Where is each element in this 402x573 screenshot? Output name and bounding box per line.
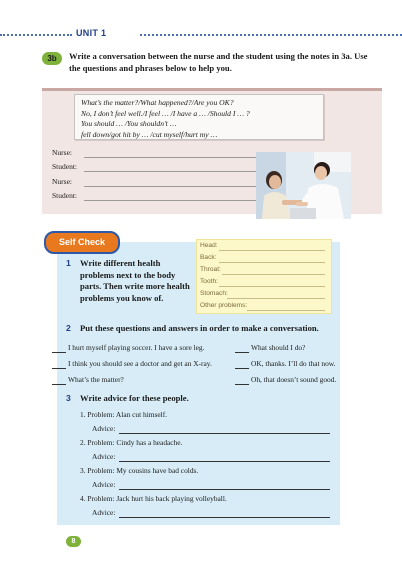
advice-label: Advice: [92,452,116,461]
unit-label: UNIT 1 [76,28,107,38]
question-2-number: 2 [66,323,71,333]
dialog-label-nurse: Nurse: [52,177,72,186]
question-1-number: 1 [66,258,71,268]
advice-answer-line[interactable] [119,517,330,518]
category-back: Back: [200,254,217,261]
conversation-sentence: What should I do? [251,343,306,352]
conversation-sentence: I hurt myself playing soccer. I have a sore leg. [68,343,205,352]
body-parts-notepad [196,239,332,314]
dialog-answer-line[interactable] [84,186,256,187]
order-blank[interactable] [52,352,66,353]
conversation-sentence: I think you should see a doctor and get an X-ray. [68,359,212,368]
advice-label: Advice: [92,480,116,489]
advice-label: Advice: [92,424,116,433]
conversation-sentence: Oh, that doesn’t sound good. [251,375,337,384]
category-answer-line[interactable] [219,262,325,263]
exercise-badge-3b: 3b [42,52,62,65]
exercise-3b-instruction: Write a conversation between the nurse and the student using the notes in 3a. Use the questions and phrases below to help you. [69,51,368,73]
question-3-text: Write advice for these people. [80,393,189,403]
category-answer-line[interactable] [227,298,325,299]
page-number: 8 [66,536,81,547]
dialog-answer-line[interactable] [84,200,256,201]
header-dotted-rule-right [140,34,402,36]
note-line: fell down/got hit by … /cut myself/hurt my … [81,129,218,139]
nurse-student-photo [256,152,351,219]
category-answer-line[interactable] [247,310,325,311]
header-dotted-rule-left [0,34,72,36]
dialog-label-student: Student: [52,162,78,171]
category-throat: Throat: [200,266,221,273]
category-head: Head: [200,242,218,249]
conversation-sentence: OK, thanks. I’ll do that now. [251,359,336,368]
question-2-text: Put these questions and answers in order to make a conversation. [80,323,319,333]
question-3-number: 3 [66,393,71,403]
note-line: No, I don’t feel well./I feel … /I have a … /Should I … ? [81,108,250,118]
problem-item: 2. Problem: Cindy has a headache. [80,438,183,447]
order-blank[interactable] [235,368,249,369]
problem-item: 1. Problem: Alan cut himself. [80,410,168,419]
box-top-border [42,88,382,91]
order-blank[interactable] [52,368,66,369]
advice-label: Advice: [92,508,116,517]
problem-item: 4. Problem: Jack hurt his back playing volleyball. [80,494,227,503]
category-answer-line[interactable] [219,286,325,287]
phrase-notes-box [74,94,324,140]
advice-answer-line[interactable] [119,489,330,490]
dialog-answer-line[interactable] [84,171,256,172]
dialog-label-student: Student: [52,191,78,200]
problem-item: 3. Problem: My cousins have bad colds. [80,466,199,475]
nurse-student-illustration [256,152,351,219]
self-check-badge: Self Check [44,231,120,254]
category-tooth: Tooth: [200,278,218,285]
order-blank[interactable] [52,384,66,385]
note-line: What’s the matter?/What happened?/Are you OK? [81,98,234,107]
order-blank[interactable] [235,352,249,353]
category-answer-line[interactable] [222,274,325,275]
category-other-problems: Other problems: [200,302,248,309]
note-line: You should … /You shouldn’t … [81,119,177,128]
question-1-text: Write different health problems next to the body parts. Then write more health problems you know of. [80,258,190,303]
dialog-answer-line[interactable] [84,157,256,158]
conversation-sentence: What’s the matter? [68,375,124,384]
order-blank[interactable] [235,384,249,385]
category-stomach: Stomach: [200,290,228,297]
advice-answer-line[interactable] [119,433,330,434]
dialog-label-nurse: Nurse: [52,148,72,157]
category-answer-line[interactable] [219,250,325,251]
advice-answer-line[interactable] [119,461,330,462]
